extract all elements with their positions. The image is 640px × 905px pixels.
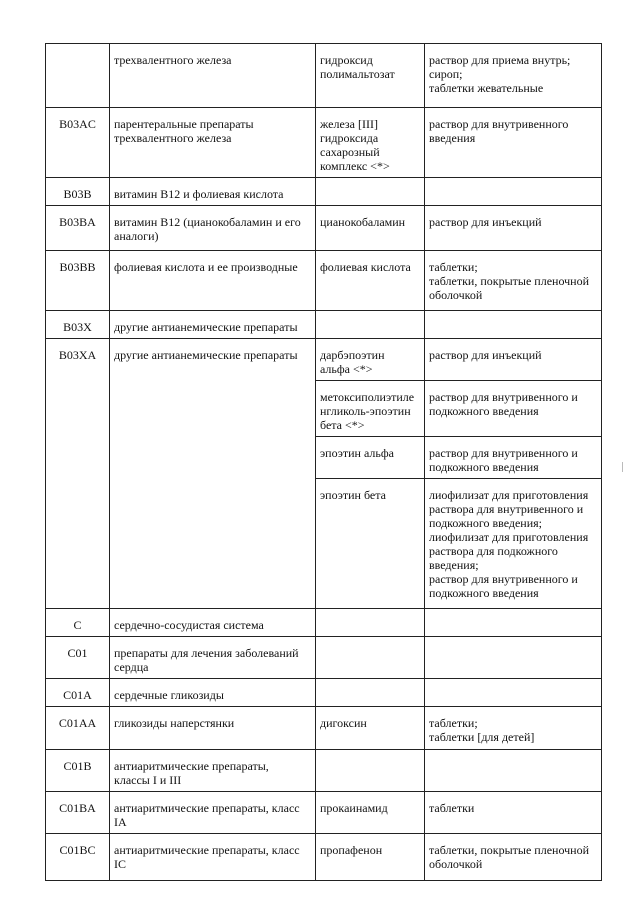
drug-name: прокаинамид <box>316 792 425 834</box>
table-row <box>46 792 602 834</box>
table-row <box>46 707 602 750</box>
drug-name: дарбэпоэтин альфа <*> <box>316 339 425 381</box>
table-row <box>46 251 602 311</box>
table-row <box>46 750 602 792</box>
drug-name: эпоэтин альфа <box>316 437 425 479</box>
drug-name: метоксиполиэтиле нгликоль-эпоэтин бета <*> <box>316 381 425 437</box>
drug-name: фолиевая кислота <box>316 251 425 311</box>
atc-code: B03XA <box>46 339 110 609</box>
drug-name <box>316 178 425 206</box>
dosage-form: таблетки; таблетки [для детей] <box>425 707 602 750</box>
table-row <box>46 637 602 679</box>
drug-name <box>316 637 425 679</box>
pharmacological-group: антиаритмические препараты, классы I и III <box>110 750 316 792</box>
table-row <box>46 44 602 108</box>
pharmacological-group: препараты для лечения заболеваний сердца <box>110 637 316 679</box>
dosage-form <box>425 679 602 707</box>
dosage-form: таблетки; таблетки, покрытые пленочной оболочкой <box>425 251 602 311</box>
pharmacological-group: фолиевая кислота и ее производные <box>110 251 316 311</box>
dosage-form: лиофилизат для приготовления раствора для внутривенного и подкожного введения; лиофилизат для приготовления раствора для подкожного введения; раствор для внутривенного и подкожного введения <box>425 479 602 609</box>
atc-code: C01 <box>46 637 110 679</box>
dosage-form <box>425 178 602 206</box>
table-row <box>46 178 602 206</box>
atc-code: B03BA <box>46 206 110 251</box>
dosage-form <box>425 609 602 637</box>
atc-code: C01AA <box>46 707 110 750</box>
dosage-form: раствор для внутривенного введения <box>425 108 602 178</box>
atc-code: C01BA <box>46 792 110 834</box>
table-row <box>46 311 602 339</box>
dosage-form: раствор для инъекций <box>425 339 602 381</box>
dosage-form: раствор для приема внутрь; сироп; таблетки жевательные <box>425 44 602 108</box>
dosage-form <box>425 637 602 679</box>
table-row <box>46 339 602 381</box>
dosage-form: раствор для внутривенного и подкожного введения <box>425 381 602 437</box>
pharmacological-group: витамин B12 (цианокобаламин и его аналоги) <box>110 206 316 251</box>
dosage-form: таблетки <box>425 792 602 834</box>
pharmacological-group: сердечные гликозиды <box>110 679 316 707</box>
drug-name <box>316 679 425 707</box>
drug-name <box>316 750 425 792</box>
drug-name: гидроксид полимальтозат <box>316 44 425 108</box>
drug-name: эпоэтин бета <box>316 479 425 609</box>
drug-name: дигоксин <box>316 707 425 750</box>
dosage-form <box>425 750 602 792</box>
drug-name: цианокобаламин <box>316 206 425 251</box>
pharmacological-group: антиаритмические препараты, класс IA <box>110 792 316 834</box>
atc-code: C01BC <box>46 834 110 881</box>
atc-code: B03B <box>46 178 110 206</box>
table-row <box>46 679 602 707</box>
dosage-form: таблетки, покрытые пленочной оболочкой <box>425 834 602 881</box>
pharmacological-group: трехвалентного железа <box>110 44 316 108</box>
dosage-form <box>425 311 602 339</box>
atc-code: B03AC <box>46 108 110 178</box>
table-row <box>46 609 602 637</box>
scan-mark <box>622 462 623 472</box>
atc-code: C <box>46 609 110 637</box>
pharmacological-group: парентеральные препараты трехвалентного железа <box>110 108 316 178</box>
pharmacological-group: другие антианемические препараты <box>110 311 316 339</box>
table-row <box>46 108 602 178</box>
atc-code: C01A <box>46 679 110 707</box>
drug-name: железа [III] гидроксида сахарозный комплекс <*> <box>316 108 425 178</box>
pharmacological-group: сердечно-сосудистая система <box>110 609 316 637</box>
atc-code: B03X <box>46 311 110 339</box>
drug-name <box>316 311 425 339</box>
drug-table <box>45 43 602 881</box>
pharmacological-group: другие антианемические препараты <box>110 339 316 609</box>
drug-name: пропафенон <box>316 834 425 881</box>
atc-code: C01B <box>46 750 110 792</box>
pharmacological-group: антиаритмические препараты, класс IC <box>110 834 316 881</box>
pharmacological-group: гликозиды наперстянки <box>110 707 316 750</box>
table-row <box>46 206 602 251</box>
atc-code <box>46 44 110 108</box>
drug-name <box>316 609 425 637</box>
dosage-form: раствор для внутривенного и подкожного введения <box>425 437 602 479</box>
dosage-form: раствор для инъекций <box>425 206 602 251</box>
table-row <box>46 834 602 881</box>
pharmacological-group: витамин B12 и фолиевая кислота <box>110 178 316 206</box>
atc-code: B03BB <box>46 251 110 311</box>
